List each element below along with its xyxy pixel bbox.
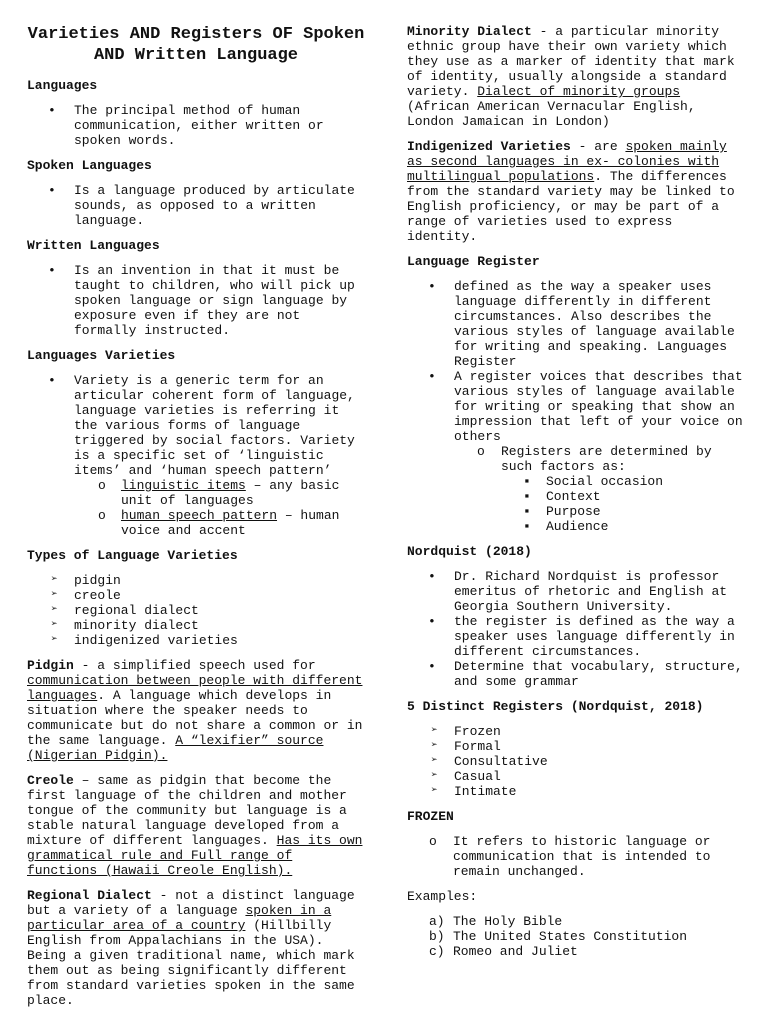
- list-item: • defined as the way a speaker uses language differently in different circumstances. Also describes the various styles of language available for writing and speaking. Languages Register: [407, 279, 747, 369]
- term-linguistic-items: linguistic items: [121, 478, 246, 493]
- list-item: o Registers are determined by such factors as:: [407, 444, 747, 474]
- text: - not a distinct language but a variety of a language: [27, 888, 355, 918]
- languages-list: [27, 103, 365, 148]
- list-item: [407, 944, 747, 959]
- definition-text: – any basic unit of languages: [121, 478, 340, 508]
- text: - a particular minority ethnic group have their own variety which they use as a marker of identity that mark of identity, usually alongside a standard variety.: [407, 24, 735, 99]
- left-column: [27, 0, 365, 1018]
- list-item: o It refers to historic language or communication that is intended to remain unchanged.: [407, 834, 747, 879]
- list-item: • Dr. Richard Nordquist is professor emeritus of rhetoric and English at Georgia Southern University.: [407, 569, 747, 614]
- text: (Hillbilly English from Appalachians in the USA). Being a given traditional name, which mark them out as being significantly different from standard varieties spoken in the same place.: [27, 918, 355, 1008]
- list-item: [27, 478, 365, 508]
- heading-types-of-varieties: Types of Language Varieties: [27, 548, 238, 563]
- register-sublist: [407, 444, 747, 474]
- spoken-list: [27, 183, 365, 228]
- heading-spoken-languages: Spoken Languages: [27, 158, 152, 173]
- list-item: ➢ pidgin: [27, 573, 365, 588]
- heading-nordquist: Nordquist (2018): [407, 544, 532, 559]
- page-title: Varieties AND Registers OF Spoken AND Written Language: [27, 25, 365, 65]
- definition-text: – human voice and accent: [121, 508, 340, 538]
- text: . A language which develops in situation where the speaker needs to communicate but do not share a common or in the same language.: [27, 688, 363, 748]
- written-list: [27, 263, 365, 338]
- text: (African American Vernacular English, London Jamaican in London): [407, 99, 696, 129]
- list-item: ➢ Consultative: [407, 754, 747, 769]
- list-item: • Is a language produced by articulate sounds, as opposed to a written language.: [27, 183, 365, 228]
- term-human-speech-pattern: human speech pattern: [121, 508, 278, 523]
- text: – same as pidgin that become the first language of the children and mother tongue of the community but language is a stable natural language developed from a mixture of different languages.: [27, 773, 347, 848]
- list-item: ➢ creole: [27, 588, 365, 603]
- term-indigenized-varieties: Indigenized Varieties: [407, 139, 571, 154]
- term-minority-dialect: Minority Dialect: [407, 24, 532, 39]
- list-item: ➢ indigenized varieties: [27, 633, 365, 648]
- list-item: ▪ Social occasion: [407, 474, 747, 489]
- top-spacer: [407, 0, 747, 24]
- paragraph-pidgin: [27, 658, 365, 763]
- varieties-sublist: [27, 478, 365, 538]
- varieties-list: [27, 373, 365, 478]
- list-item: • The principal method of human communication, either written or spoken words.: [27, 103, 365, 148]
- example-text: The Holy Bible: [453, 914, 563, 929]
- examples-list: [407, 914, 747, 959]
- list-item: • A register voices that describes that various styles of language available for writing or speaking that show an impression that left of your voice on others: [407, 369, 747, 444]
- underlined-text: Dialect of minority groups: [477, 84, 681, 99]
- list-item: • Is an invention in that it must be taught to children, who will pick up spoken language or sign language by exposure even if they are not formally instructed.: [27, 263, 365, 338]
- paragraph-creole: [27, 773, 365, 878]
- heading-frozen: FROZEN: [407, 809, 454, 824]
- five-registers-list: [407, 724, 747, 799]
- list-item: • Variety is a generic term for an articular coherent form of language, language varieties is referring it the various forms of language triggered by social factors. Variety is a specific set of ‘linguistic items’ and ‘human speech pattern’: [27, 373, 365, 478]
- list-item: ▪ Purpose: [407, 504, 747, 519]
- heading-language-varieties: Languages Varieties: [27, 348, 176, 363]
- heading-language-register: Language Register: [407, 254, 540, 269]
- underlined-text: communication between people with different languages: [27, 673, 363, 703]
- register-factors-list: [407, 474, 747, 534]
- paragraph-minority-dialect: [407, 24, 747, 129]
- list-item: ➢ Intimate: [407, 784, 747, 799]
- text: . The differences from the standard variety may be linked to English proficiency, or may be part of a range of varieties used to express identity.: [407, 169, 735, 244]
- list-item: [407, 929, 747, 944]
- underlined-text: spoken in a particular area of a country: [27, 903, 332, 933]
- list-item: ▪ Audience: [407, 519, 747, 534]
- right-column: [407, 0, 747, 969]
- register-list: [407, 279, 747, 444]
- term-regional-dialect: Regional Dialect: [27, 888, 152, 903]
- underlined-text: Has its own grammatical rule and Full range of functions (Hawaii Creole English).: [27, 833, 363, 878]
- paragraph-indigenized-varieties: [407, 139, 747, 244]
- list-marker: a): [429, 914, 445, 929]
- list-marker: b): [429, 929, 445, 944]
- underlined-text: A “lexifier” source (Nigerian Pidgin).: [27, 733, 324, 763]
- heading-written-languages: Written Languages: [27, 238, 160, 253]
- paragraph-regional-dialect: [27, 888, 365, 1008]
- text: - are: [570, 139, 626, 154]
- term-creole: Creole: [27, 773, 74, 788]
- list-marker: c): [429, 944, 445, 959]
- underlined-text: spoken mainly as second languages in ex- colonies with multilingual populations: [407, 139, 727, 184]
- nordquist-list: [407, 569, 747, 689]
- list-item: [407, 914, 747, 929]
- list-item: • the register is defined as the way a speaker uses language differently in different circumstances.: [407, 614, 747, 659]
- text: - a simplified speech used for: [73, 658, 316, 673]
- list-item: ➢ regional dialect: [27, 603, 365, 618]
- example-text: The United States Constitution: [453, 929, 688, 944]
- list-item: ➢ Frozen: [407, 724, 747, 739]
- term-pidgin: Pidgin: [27, 658, 74, 673]
- list-item: [27, 508, 365, 538]
- list-item: ➢ Formal: [407, 739, 747, 754]
- list-item: • Determine that vocabulary, structure, and some grammar: [407, 659, 747, 689]
- heading-five-registers: 5 Distinct Registers (Nordquist, 2018): [407, 699, 704, 714]
- list-item: ➢ minority dialect: [27, 618, 365, 633]
- frozen-list: [407, 834, 747, 879]
- heading-languages: Languages: [27, 78, 98, 93]
- examples-label: Examples:: [407, 889, 478, 904]
- list-item: ➢ Casual: [407, 769, 747, 784]
- types-list: [27, 573, 365, 648]
- list-item: ▪ Context: [407, 489, 747, 504]
- example-text: Romeo and Juliet: [453, 944, 578, 959]
